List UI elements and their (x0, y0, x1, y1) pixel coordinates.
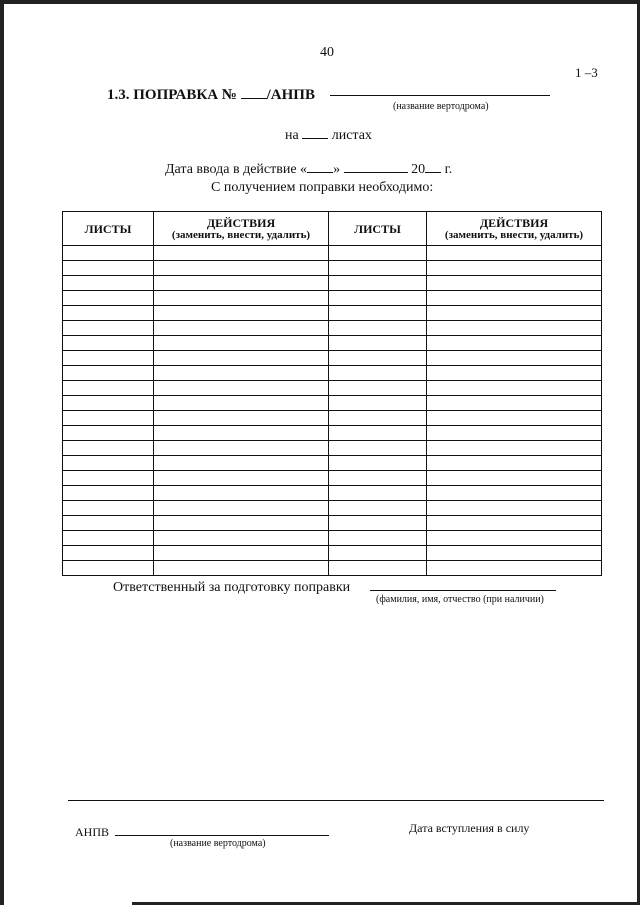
table-row (63, 246, 602, 261)
table-cell (427, 381, 602, 396)
table-row (63, 276, 602, 291)
table-cell (63, 321, 154, 336)
table-cell (329, 546, 427, 561)
table-cell (63, 441, 154, 456)
table-row (63, 291, 602, 306)
table-cell (154, 501, 329, 516)
table-cell (154, 306, 329, 321)
table-cell (63, 261, 154, 276)
table-cell (154, 381, 329, 396)
table-cell (329, 561, 427, 576)
table-cell (63, 471, 154, 486)
date-year: 20 (411, 162, 426, 177)
date-month-blank (344, 172, 408, 173)
col-sheets-1: ЛИСТЫ (63, 212, 154, 246)
table-cell (63, 351, 154, 366)
table-row (63, 501, 602, 516)
sheets-count-blank (302, 138, 328, 139)
table-cell (329, 456, 427, 471)
table-cell (154, 471, 329, 486)
table-cell (427, 456, 602, 471)
table-cell (427, 471, 602, 486)
table-cell (154, 426, 329, 441)
footer-aerodrome-caption: (название вертодрома) (170, 838, 266, 849)
table-cell (154, 291, 329, 306)
table-cell (154, 321, 329, 336)
table-cell (63, 246, 154, 261)
table-row (63, 351, 602, 366)
table-row (63, 546, 602, 561)
table-cell (427, 246, 602, 261)
table-body (63, 246, 602, 576)
amendment-number-blank (241, 98, 267, 99)
amendment-title (107, 87, 315, 104)
table-row (63, 456, 602, 471)
date-day-blank (307, 172, 333, 173)
table-cell (329, 351, 427, 366)
col-sheets-2: ЛИСТЫ (329, 212, 427, 246)
table-cell (154, 561, 329, 576)
table-cell (329, 426, 427, 441)
table-cell (329, 366, 427, 381)
aerodrome-caption: (название вертодрома) (393, 101, 489, 112)
table-cell (427, 561, 602, 576)
table-cell (427, 516, 602, 531)
effective-date-row (165, 162, 452, 178)
table-cell (329, 336, 427, 351)
table-cell (63, 306, 154, 321)
date-suffix: г. (444, 162, 453, 177)
table-header-row (63, 212, 602, 246)
sheets-prefix: на (285, 128, 299, 143)
table-cell (329, 246, 427, 261)
table-cell (427, 411, 602, 426)
table-cell (154, 336, 329, 351)
title-prefix: 1.3. ПОПРАВКА № (107, 87, 237, 103)
table-cell (63, 366, 154, 381)
responsible-name-blank (370, 590, 556, 591)
table-cell (154, 516, 329, 531)
scan-border-left (0, 0, 4, 905)
col-actions-2-sub: (заменить, внести, удалить) (444, 228, 584, 241)
col-actions-2-main: ДЕЙСТВИЯ (479, 215, 549, 230)
table-cell (329, 306, 427, 321)
title-suffix: /АНПВ (266, 87, 315, 103)
aerodrome-name-blank (330, 95, 550, 96)
table-row (63, 321, 602, 336)
table-cell (63, 546, 154, 561)
table-cell (154, 261, 329, 276)
table-row (63, 471, 602, 486)
date-prefix: Дата ввода в действие « (165, 162, 308, 177)
footer-rule (68, 800, 604, 801)
table-row (63, 426, 602, 441)
table-cell (63, 291, 154, 306)
table-cell (427, 396, 602, 411)
table-cell (329, 381, 427, 396)
table-cell (329, 501, 427, 516)
table-cell (154, 351, 329, 366)
table-cell (63, 561, 154, 576)
table-cell (154, 276, 329, 291)
col-actions-1-main: ДЕЙСТВИЯ (206, 215, 276, 230)
footer-aerodrome-blank (115, 835, 329, 836)
table-cell (63, 411, 154, 426)
table-cell (427, 261, 602, 276)
table-row (63, 336, 602, 351)
table-cell (154, 486, 329, 501)
table-cell (329, 441, 427, 456)
table-cell (329, 531, 427, 546)
table-cell (329, 396, 427, 411)
table-cell (329, 321, 427, 336)
table-cell (427, 546, 602, 561)
table-cell (63, 486, 154, 501)
scan-border-top (0, 0, 640, 4)
table-cell (427, 351, 602, 366)
table-cell (63, 381, 154, 396)
table-cell (154, 411, 329, 426)
table-row (63, 441, 602, 456)
table-cell (329, 411, 427, 426)
table-cell (154, 456, 329, 471)
table-row (63, 396, 602, 411)
responsible-caption: (фамилия, имя, отчество (при наличии) (376, 594, 544, 605)
table-cell (427, 291, 602, 306)
table-row (63, 306, 602, 321)
table-cell (154, 531, 329, 546)
table-cell (427, 501, 602, 516)
table-cell (154, 546, 329, 561)
responsible-label: Ответственный за подготовку поправки (113, 580, 351, 595)
table-cell (63, 426, 154, 441)
table-cell (427, 366, 602, 381)
table-cell (427, 276, 602, 291)
table-cell (63, 516, 154, 531)
date-year-blank (425, 172, 441, 173)
table-cell (154, 441, 329, 456)
table-cell (329, 471, 427, 486)
footer-effective-date-label: Дата вступления в силу (409, 821, 530, 835)
table-cell (154, 396, 329, 411)
col-actions-1 (154, 212, 329, 246)
table-row (63, 366, 602, 381)
table-cell (427, 426, 602, 441)
table-cell (329, 516, 427, 531)
table-cell (63, 456, 154, 471)
page-number: 40 (320, 45, 334, 60)
table-cell (154, 366, 329, 381)
table-cell (63, 276, 154, 291)
table-cell (427, 321, 602, 336)
table-row (63, 516, 602, 531)
date-mid: » (333, 162, 341, 177)
table-row (63, 486, 602, 501)
table-cell (329, 291, 427, 306)
table-row (63, 531, 602, 546)
table-cell (154, 246, 329, 261)
table-cell (329, 486, 427, 501)
table-row (63, 261, 602, 276)
table-cell (63, 501, 154, 516)
table-row (63, 381, 602, 396)
table-cell (427, 441, 602, 456)
table-cell (427, 336, 602, 351)
required-text: С получением поправки необходимо: (211, 180, 434, 195)
table-cell (329, 261, 427, 276)
table-row (63, 411, 602, 426)
col-actions-2 (427, 212, 602, 246)
sheets-count-row (285, 128, 372, 144)
table-cell (63, 336, 154, 351)
amendment-table (62, 211, 602, 576)
page-code: 1 –3 (575, 65, 598, 80)
sheets-suffix: листах (331, 128, 372, 143)
col-actions-1-sub: (заменить, внести, удалить) (171, 228, 311, 241)
table-cell (329, 276, 427, 291)
footer-anpv-label: АНПВ (75, 825, 110, 839)
table-cell (427, 531, 602, 546)
table-row (63, 561, 602, 576)
table-cell (427, 486, 602, 501)
table-cell (427, 306, 602, 321)
table-cell (63, 531, 154, 546)
table-cell (63, 396, 154, 411)
